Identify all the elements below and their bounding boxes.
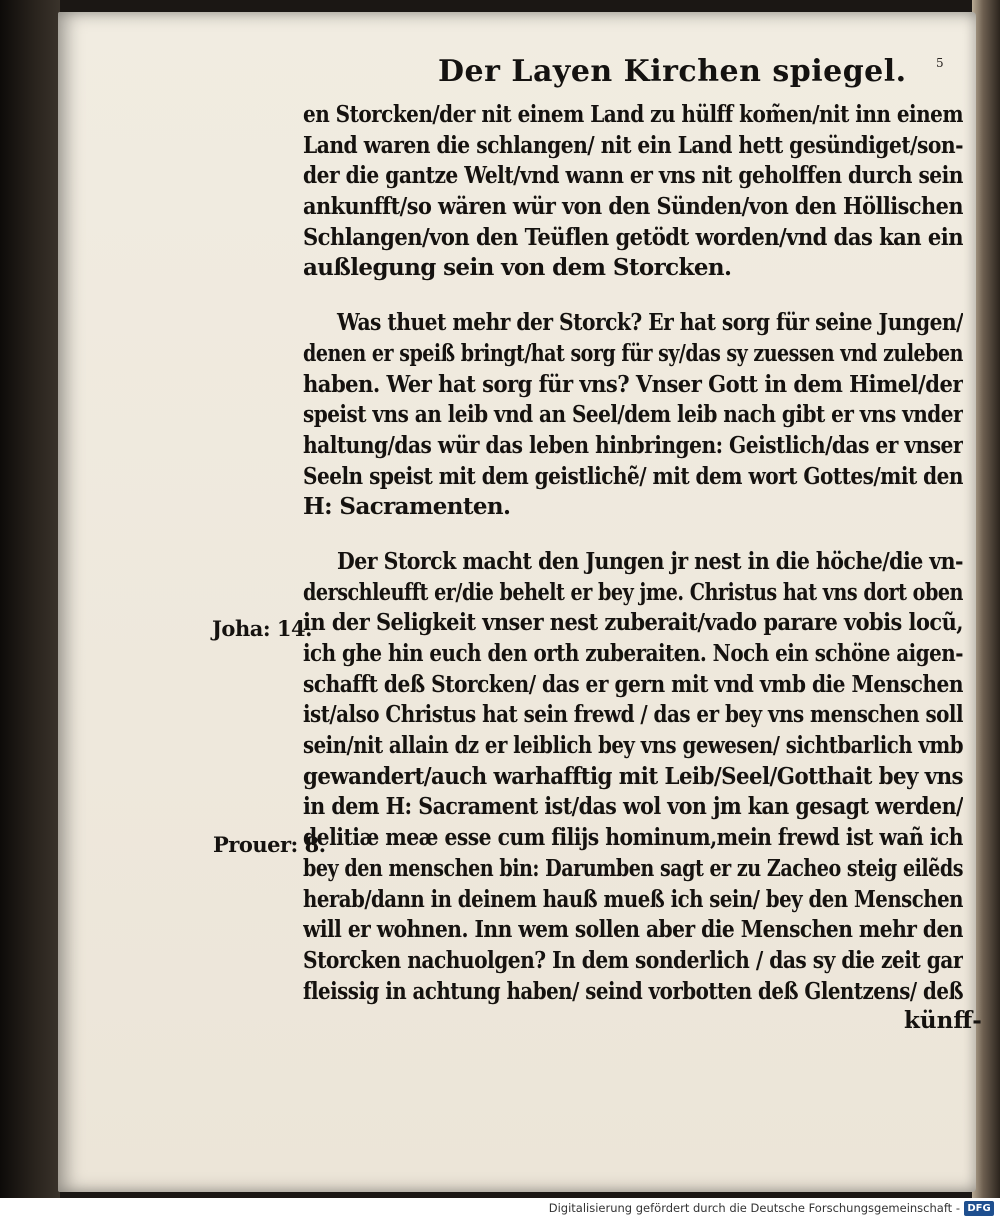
catchword: künff- (904, 1007, 982, 1034)
text-line: ankunfft/so wären wür von den Sünden/von den Höllischen (303, 193, 963, 221)
text-line: in dem H: Sacrament ist/das wol von jm kan gesagt werden/ (303, 793, 963, 821)
text-line: Was thuet mehr der Storck? Er hat sorg für seine Jungen/ (337, 309, 963, 337)
text-line: haben. Wer hat sorg für vns? Vnser Gott in dem Himel/der (303, 370, 963, 398)
text-line: außlegung sein von dem Storcken. (303, 254, 732, 282)
text-line: Der Storck macht den Jungen jr nest in die höche/die vn- (337, 547, 963, 575)
text-line: Schlangen/von den Teüflen getödt worden/vnd das kan ein (303, 223, 963, 251)
text-line: bey den menschen bin: Darumben sagt er zu Zacheo steig eilẽds (303, 854, 963, 882)
running-head: Der Layen Kirchen spiegel. (438, 54, 907, 89)
text-line: Storcken nachuolgen? In dem sonderlich / das sy die zeit gar (303, 946, 963, 974)
paragraph-gap (303, 523, 963, 547)
text-line: derschleufft er/die behelt er bey jme. Christus hat vns dort oben (303, 578, 963, 606)
text-line: Land waren die schlangen/ nit ein Land hett gesündiget/son- (303, 131, 963, 159)
text-line: en Storcken/der nit einem Land zu hülff kom̃en/nit inn einem (303, 101, 963, 128)
margin-note-joha: Joha: 14. (212, 616, 312, 641)
text-line: H: Sacramenten. (303, 493, 511, 521)
text-line: fleissig in achtung haben/ seind vorbotten deß Glentzens/ deß (303, 977, 963, 1005)
text-line: speist vns an leib vnd an Seel/dem leib nach gibt er vns vnder (303, 401, 963, 429)
margin-note-prouer: Prouer: 8. (213, 832, 326, 857)
text-line: will er wohnen. Inn wem sollen aber die Menschen mehr den (303, 916, 963, 944)
text-line: schafft deß Storcken/ das er gern mit vnd vmb die Menschen (303, 670, 963, 698)
footer-credit: Digitalisierung gefördert durch die Deutsche Forschungsgemeinschaft - (548, 1201, 960, 1215)
body-text (303, 100, 963, 1007)
text-line: der die gantze Welt/vnd wann er vns nit geholffen durch sein (303, 162, 963, 190)
text-line: sein/nit allain dz er leiblich bey vns gewesen/ sichtbarlich vmb (303, 732, 963, 760)
text-line: gewandert/auch warhafftig mit Leib/Seel/Gotthait bey vns (303, 762, 963, 790)
text-line: haltung/das wür das leben hinbringen: Geistlich/das er vnser (303, 431, 963, 459)
text-line: herab/dann in deinem hauß mueß ich sein/ bey den Menschen (303, 885, 963, 913)
page-stack-edge (972, 0, 1000, 1221)
dfg-logo: DFG (964, 1201, 994, 1216)
paragraph-gap (303, 284, 963, 308)
book-spine-edge (0, 0, 60, 1221)
text-line: Seeln speist mit dem geistlichẽ/ mit dem wort Gottes/mit den (303, 462, 963, 490)
text-line: delitiæ meæ esse cum filijs hominum,mein frewd ist wañ ich (303, 824, 963, 852)
text-line: denen er speiß bringt/hat sorg für sy/das sy zuessen vnd zuleben (303, 339, 963, 367)
page-number: 5 (936, 56, 944, 70)
text-line: ist/also Christus hat sein frewd / das er bey vns menschen soll (303, 701, 963, 729)
text-line: in der Seligkeit vnser nest zuberait/vado parare vobis locũ, (303, 609, 963, 637)
text-line: ich ghe hin euch den orth zuberaiten. Noch ein schöne aigen- (303, 640, 963, 667)
